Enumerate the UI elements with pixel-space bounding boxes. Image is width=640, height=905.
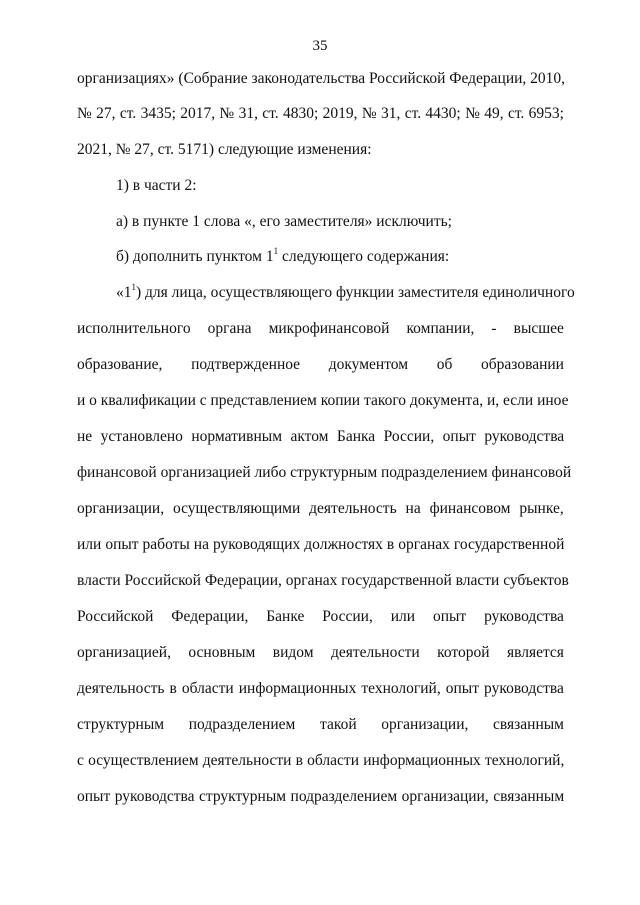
text-line: а) в пункте 1 слова «, его заместителя» исключить;	[116, 213, 452, 230]
word: Федерации,	[171, 608, 249, 625]
text-line	[116, 281, 575, 302]
word: микрофинансовой	[268, 320, 390, 337]
text-line	[77, 356, 564, 374]
page-number: 35	[312, 38, 328, 54]
text-segment: б) дополнить пунктом 1	[116, 248, 274, 265]
text-line: не установлено нормативным актом Банка России, опыт руководства	[77, 428, 565, 445]
word: образование,	[77, 356, 163, 373]
text-line: опыт руководства структурным подразделением организации, связанным	[77, 788, 565, 805]
word: Банке	[266, 608, 305, 625]
word: опыт	[432, 608, 467, 625]
word: основным	[188, 644, 256, 661]
word: органа	[207, 320, 252, 337]
text-line	[77, 320, 564, 338]
text-line: финансовой организацией либо структурным подразделением финансовой	[77, 464, 572, 481]
text-line: 2021, № 27, ст. 5171) следующие изменения:	[77, 141, 372, 158]
word: или	[390, 608, 416, 625]
word: -	[491, 320, 497, 337]
word: видом	[272, 644, 314, 661]
text-segment: «1	[116, 284, 132, 301]
text-line: организации, осуществляющими деятельность на финансовом рынке,	[77, 500, 564, 517]
word: Российской	[77, 608, 154, 625]
word: связанным	[493, 716, 564, 733]
word: организации,	[381, 716, 469, 733]
text-line: деятельность в области информационных технологий, опыт руководства	[77, 680, 564, 697]
superscript: 1	[131, 281, 136, 292]
text-line	[77, 644, 564, 662]
word: структурным	[77, 716, 165, 733]
word: исполнительного	[77, 320, 191, 337]
word: высшее	[513, 320, 564, 337]
word: такой	[320, 716, 357, 733]
word: руководства	[484, 608, 564, 625]
word: России,	[322, 608, 373, 625]
text-line	[77, 716, 564, 734]
word: организацией,	[77, 644, 171, 661]
word: об	[436, 356, 453, 373]
word: является	[506, 644, 564, 661]
text-segment: ) для лица, осуществляющего функции заместителя единоличного	[136, 284, 575, 301]
word: которой	[437, 644, 490, 661]
text-line: или опыт работы на руководящих должностях в органах государственной	[77, 536, 565, 553]
text-line: № 27, ст. 3435; 2017, № 31, ст. 4830; 2019, № 31, ст. 4430; № 49, ст. 6953;	[77, 105, 564, 122]
text-line: организациях» (Собрание законодательства Российской Федерации, 2010,	[77, 70, 566, 87]
word: документом	[328, 356, 409, 373]
text-segment: следующего содержания:	[278, 248, 450, 265]
text-line	[77, 608, 564, 626]
superscript: 1	[273, 245, 279, 256]
word: компании,	[406, 320, 475, 337]
word: подтвержденное	[191, 356, 301, 373]
word: образовании	[481, 356, 564, 373]
text-line	[116, 245, 450, 266]
word: подразделением	[188, 716, 296, 733]
text-line: с осуществлением деятельности в области информационных технологий,	[77, 752, 565, 769]
text-line: 1) в части 2:	[116, 177, 197, 194]
text-line: власти Российской Федерации, органах государственной власти субъектов	[77, 572, 569, 589]
word: деятельности	[330, 644, 420, 661]
text-line: и о квалификации с представлением копии такого документа, и, если иное	[77, 392, 569, 409]
